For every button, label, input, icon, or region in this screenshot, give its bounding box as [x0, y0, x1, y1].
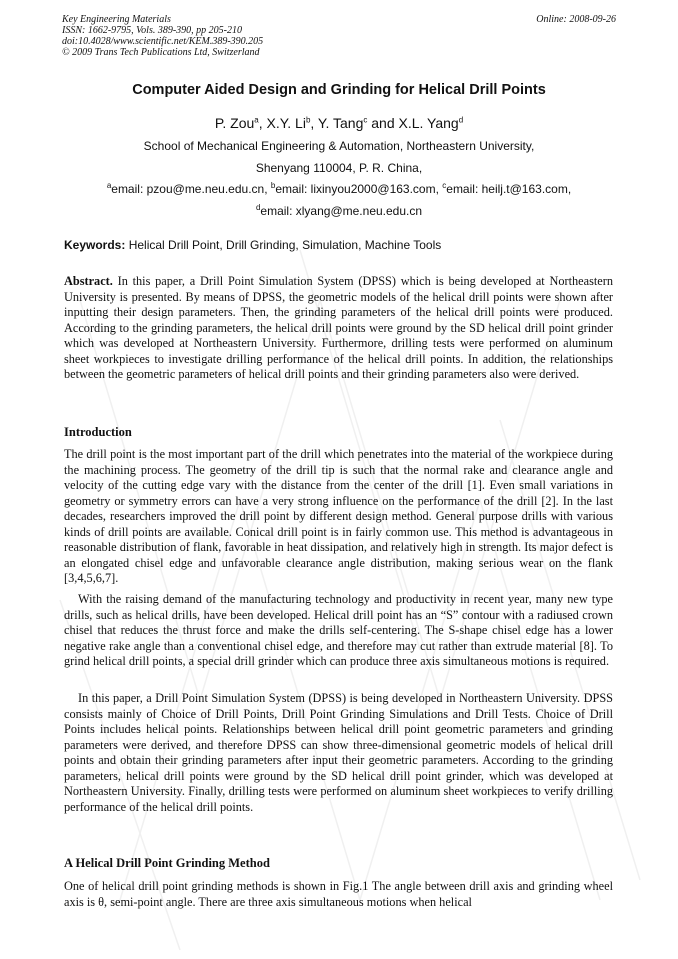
email-superscript: b	[270, 181, 276, 190]
paper-title: Computer Aided Design and Grinding for Helical Drill Points	[132, 82, 546, 98]
author-superscript: d	[458, 115, 464, 125]
abstract-paragraph	[64, 274, 613, 383]
section-heading-introduction: Introduction	[64, 425, 132, 439]
body-paragraph: With the raising demand of the manufacturing technology and productivity in recent year, many new type drills, such as helical drills, have been developed. Helical drill point has an “S” contour with a radiused crown chisel that reduces the thrust force and make the drills self-centering. The S-shape chisel edge has a lower negative rake angle than a conventional chisel edge, and therefore may cut rather than extrude material [8]. To grind helical drill points, a special drill grinder which can produce three axis simultaneous motions is required.	[64, 592, 613, 668]
journal-copyright: © 2009 Trans Tech Publications Ltd, Switzerland	[62, 47, 260, 58]
author-superscript: b	[305, 115, 311, 125]
body-paragraph: One of helical drill point grinding methods is shown in Fig.1 The angle between drill axis and grinding wheel axis is θ, semi-point angle. There are three axis simultaneous motions when helical	[64, 879, 613, 909]
email-address: email: pzou@me.neu.edu.cn,	[111, 182, 271, 196]
email-superscript: a	[106, 181, 112, 190]
abstract-label: Abstract.	[64, 274, 113, 288]
journal-name: Key Engineering Materials	[62, 14, 171, 25]
email-address: email: heilj.t@163.com,	[446, 182, 572, 196]
email-address: email: xlyang@me.neu.edu.cn	[260, 204, 423, 218]
email-superscript: d	[255, 203, 261, 212]
author-superscript: a	[254, 115, 259, 125]
email-line	[0, 182, 678, 196]
section-heading-grinding-method: A Helical Drill Point Grinding Method	[64, 856, 270, 870]
affiliation-line: School of Mechanical Engineering & Automation, Northeastern University,	[143, 139, 535, 153]
author-superscript: c	[363, 115, 368, 125]
body-paragraph: The drill point is the most important part of the drill which penetrates into the material of the workpiece during the machining process. The geometry of the drill tip is such that the normal rake and clearance angle and velocity of the cutting edge vary with the distance from the center of the drill [1]. Even small variations in geometry or symmetry errors can have a very strong influence on the performance of the drill [2]. In the last decades, researchers improved the drill point by different design method. General purpose drills with various kinds of drill points are available. Conical drill point is in fairly common use. This method is advantageous in reasonable distribution of flank, favorable in heat dissipation, and relatively high in strength. Its major defect is an elongated chisel edge and unfavorable clearance angle distribution, making serious wear on the flank [3,4,5,6,7].	[64, 447, 613, 585]
affiliation-line: Shenyang 110004, P. R. China,	[255, 161, 423, 175]
email-superscript: c	[442, 181, 447, 190]
online-date: Online: 2008-09-26	[536, 14, 616, 25]
abstract-text: In this paper, a Drill Point Simulation System (DPSS) which is being developed at Northeastern University is presented. By means of DPSS, the geometric models of the helical drill points were shown after inputting their design parameters. Then, the grinding parameters of the helical drill points were produced. According to the grinding parameters, the helical drill points were ground by the SD helical drill point grinder which was developed at Northeastern University. Furthermore, drilling tests were performed on aluminum sheet workpieces to investigate drilling performance of the helical drill points. In addition, the relationships between the geometric parameters of helical drill points and their grinding parameters also were derived.	[64, 274, 613, 381]
author-name: P. Zou	[214, 115, 255, 131]
journal-doi: doi:10.4028/www.scientific.net/KEM.389-390.205	[62, 36, 264, 47]
body-paragraph: In this paper, a Drill Point Simulation System (DPSS) is being developed in Northeastern University. DPSS consists mainly of Choice of Drill Points, Drill Point Grinding Simulations and Drill Tests. Choice of Drill Points includes helical points. Relationships between helical drill point geometric parameters and grinding parameters were derived, and therefore DPSS can show three-dimensional geometric models of helical drill points and obtain their grinding parameters after input their geometric parameters. According to the grinding parameters, helical drill points were ground by the SD helical drill point grinder, which was developed at Northeastern University. Finally, drilling tests were performed on aluminum sheet workpieces to verify drilling performance of the helical drill points.	[64, 691, 613, 814]
author-name: , Y. Tang	[310, 115, 364, 131]
author-name: and X.L. Yang	[367, 115, 459, 131]
journal-header	[62, 14, 263, 58]
journal-issn: ISSN: 1662-9795, Vols. 389-390, pp 205-210	[62, 25, 242, 36]
keywords	[64, 238, 441, 252]
keywords-label: Keywords:	[64, 238, 126, 252]
author-list	[0, 115, 678, 131]
author-name: , X.Y. Li	[258, 115, 306, 131]
keywords-text: Helical Drill Point, Drill Grinding, Simulation, Machine Tools	[125, 238, 442, 252]
email-address: email: lixinyou2000@163.com,	[275, 182, 443, 196]
email-line	[0, 204, 678, 218]
